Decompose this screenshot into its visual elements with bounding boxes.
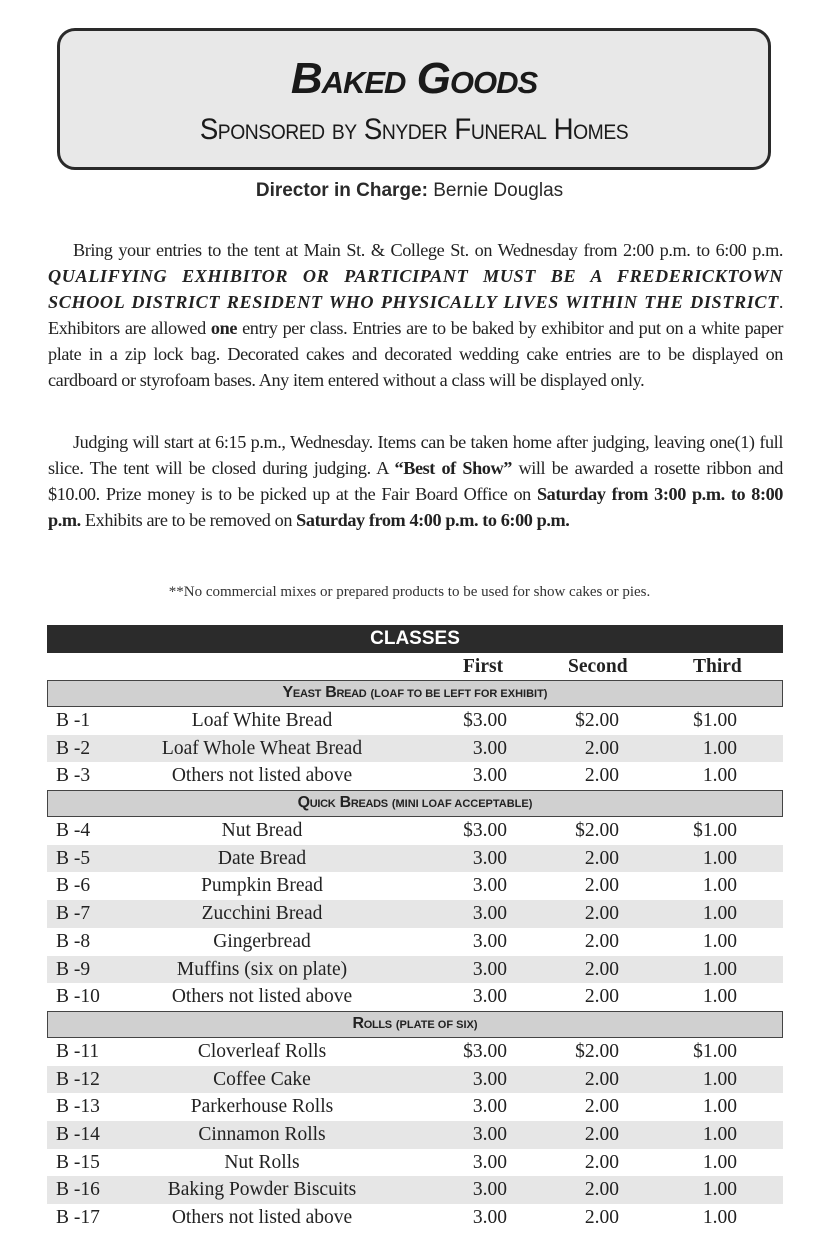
table-row (47, 1038, 783, 1066)
table-row (47, 762, 783, 790)
prize-third: 1.00 (702, 765, 737, 787)
class-code: B -7 (56, 903, 91, 925)
prize-second: $2.00 (575, 1040, 619, 1062)
prize-third: 1.00 (702, 930, 737, 952)
class-code: B -12 (56, 1068, 100, 1090)
prize-second: 2.00 (584, 986, 619, 1008)
prize-third: 1.00 (702, 986, 737, 1008)
prize-first: 3.00 (472, 1068, 507, 1090)
table-row (47, 928, 783, 956)
prize-second: $2.00 (575, 820, 619, 842)
table-row (47, 817, 783, 845)
table-row (47, 735, 783, 763)
class-name: Others not listed above (171, 986, 353, 1008)
prize-first: 3.00 (472, 930, 507, 952)
table-row (47, 845, 783, 873)
class-code: B -11 (56, 1040, 100, 1062)
class-code: B -15 (56, 1151, 100, 1173)
prize-third: 1.00 (702, 1068, 737, 1090)
prize-first: 3.00 (472, 737, 507, 759)
class-name: Nut Rolls (224, 1151, 300, 1173)
prize-second: 2.00 (584, 1207, 619, 1228)
director-name: Bernie Douglas (433, 180, 564, 201)
class-code: B -8 (56, 930, 91, 952)
section-note: (MINI LOAF ACCEPTABLE) (391, 798, 533, 811)
prize-third: 1.00 (702, 958, 737, 980)
table-row (47, 707, 783, 735)
prize-third: 1.00 (702, 1123, 737, 1145)
prize-first: $3.00 (463, 710, 507, 731)
prize-second: 2.00 (584, 1068, 619, 1090)
prize-first: $3.00 (463, 1040, 507, 1062)
prize-third: 1.00 (702, 1096, 737, 1118)
class-code: B -9 (56, 958, 91, 980)
prize-first: 3.00 (472, 1096, 507, 1118)
class-code: B -16 (56, 1179, 100, 1201)
prize-second: $2.00 (575, 710, 619, 731)
prize-first: 3.00 (472, 958, 507, 980)
judging-paragraph (48, 429, 783, 533)
class-name: Pumpkin Bread (201, 875, 323, 897)
classes-header: CLASSES (47, 625, 783, 653)
class-code: B -4 (56, 820, 91, 842)
prize-first: 3.00 (472, 1123, 507, 1145)
section-name: Rolls (352, 1014, 392, 1032)
prize-third: 1.00 (702, 875, 737, 897)
prize-second: 2.00 (584, 1151, 619, 1173)
class-code: B -6 (56, 875, 91, 897)
table-row (47, 956, 783, 984)
prize-second: 2.00 (584, 1123, 619, 1145)
p1-text-5: entry per class. Entries are to be baked by exhibitor and put on a white paper plate in a zip lock bag. Decorated cakes and decorated wedding cake entries are to be displayed on cardboard or styrofoam bases. Any item entered without a class will be displayed only. (48, 318, 783, 390)
class-name: Loaf Whole Wheat Bread (161, 737, 363, 759)
table-row (47, 1149, 783, 1177)
director-line (0, 180, 819, 202)
entry-instructions-paragraph (48, 237, 783, 393)
commercial-mix-note: **No commercial mixes or prepared products to be used for show cakes or pies. (168, 584, 651, 600)
title-box (57, 28, 771, 170)
prize-third: 1.00 (702, 1151, 737, 1173)
p2-text-5: Exhibits are to be removed on (80, 510, 297, 530)
prize-second: 2.00 (584, 1096, 619, 1118)
prize-first: 3.00 (472, 1151, 507, 1173)
section-name: Quick Breads (297, 794, 388, 812)
removal-time: Saturday from 4:00 p.m. to 6:00 p.m. (296, 510, 570, 530)
prize-second: 2.00 (584, 930, 619, 952)
prize-third: 1.00 (702, 903, 737, 925)
prize-second: 2.00 (584, 875, 619, 897)
prize-pickup-time: Saturday from 3:00 p.m. to 8:00 p.m. (48, 484, 783, 530)
section-header (47, 790, 783, 817)
prize-first: $3.00 (463, 820, 507, 842)
class-name: Gingerbread (213, 930, 311, 952)
class-code: B -1 (56, 710, 91, 731)
p1-text-1: Bring your entries to the tent at Main St. & College St. on Wednesday from 2:00 p.m. to 6:00 p.m. (73, 240, 783, 260)
class-code: B -10 (56, 986, 100, 1008)
column-header-second: Second (568, 656, 628, 677)
prize-third: $1.00 (693, 1040, 737, 1062)
residency-requirement: QUALIFYING EXHIBITOR OR PARTICIPANT MUST BE A FREDERICKTOWN SCHOOL DISTRICT RESIDENT WHO PHYSICALLY LIVES WITHIN THE DISTRICT (48, 266, 783, 312)
class-name: Cloverleaf Rolls (197, 1040, 327, 1062)
prize-second: 2.00 (584, 765, 619, 787)
page-subtitle: Sponsored by Snyder Funeral Homes (199, 113, 629, 146)
table-row (47, 900, 783, 928)
column-header-first: First (463, 656, 504, 677)
column-header-third: Third (693, 656, 742, 677)
p1-text-3: . Exhibitors are allowed (48, 292, 783, 338)
class-name: Parkerhouse Rolls (190, 1096, 334, 1118)
class-name: Baking Powder Biscuits (167, 1179, 357, 1201)
page-title: Baked Goods (290, 54, 538, 103)
class-name: Nut Bread (221, 820, 303, 842)
prize-third: 1.00 (702, 1179, 737, 1201)
section-header (47, 1011, 783, 1038)
class-code: B -3 (56, 765, 91, 787)
prize-second: 2.00 (584, 1179, 619, 1201)
prize-first: 3.00 (472, 1207, 507, 1228)
prize-second: 2.00 (584, 958, 619, 980)
table-row (47, 1204, 783, 1232)
class-code: B -13 (56, 1096, 100, 1118)
class-code: B -17 (56, 1207, 100, 1228)
column-headers (47, 654, 783, 680)
prize-third: $1.00 (693, 820, 737, 842)
p2-text-3: will be awarded a rosette ribbon and $10.00. Prize money is to be picked up at the Fair Board Office on (48, 458, 783, 504)
section-note: (PLATE OF SIX) (395, 1018, 478, 1031)
prize-second: 2.00 (584, 847, 619, 869)
prize-third: $1.00 (693, 710, 737, 731)
class-code: B -14 (56, 1123, 100, 1145)
best-of-show: “Best of Show” (394, 458, 512, 478)
section-name: Yeast Bread (282, 684, 367, 701)
p1-emphasis-one: one (210, 318, 237, 338)
class-name: Zucchini Bread (201, 903, 323, 925)
table-row (47, 1093, 783, 1121)
prize-first: 3.00 (472, 986, 507, 1008)
prize-third: 1.00 (702, 1207, 737, 1228)
class-name: Loaf White Bread (191, 710, 333, 731)
prize-first: 3.00 (472, 903, 507, 925)
prize-first: 3.00 (472, 1179, 507, 1201)
class-code: B -5 (56, 847, 91, 869)
prize-third: 1.00 (702, 737, 737, 759)
prize-first: 3.00 (472, 847, 507, 869)
table-row (47, 1121, 783, 1149)
class-name: Others not listed above (171, 765, 353, 787)
class-name: Date Bread (217, 847, 307, 869)
class-code: B -2 (56, 737, 91, 759)
class-name: Cinnamon Rolls (198, 1123, 326, 1145)
table-row (47, 872, 783, 900)
prize-first: 3.00 (472, 875, 507, 897)
p2-text-1: Judging will start at 6:15 p.m., Wednesday. Items can be taken home after judging, leaving one(1) full slice. The tent will be closed during judging. A (48, 432, 783, 478)
class-name: Muffins (six on plate) (176, 958, 348, 980)
prize-first: 3.00 (472, 765, 507, 787)
prize-third: 1.00 (702, 847, 737, 869)
prize-second: 2.00 (584, 903, 619, 925)
table-row (47, 1066, 783, 1094)
classes-table (47, 654, 783, 1232)
section-note: (LOAF TO BE LEFT FOR EXHIBIT) (370, 688, 548, 700)
director-label: Director in Charge: (255, 180, 428, 201)
class-name: Others not listed above (171, 1207, 353, 1228)
section-header (47, 680, 783, 707)
class-name: Coffee Cake (213, 1068, 311, 1090)
table-row (47, 1176, 783, 1204)
table-row (47, 983, 783, 1011)
prize-second: 2.00 (584, 737, 619, 759)
